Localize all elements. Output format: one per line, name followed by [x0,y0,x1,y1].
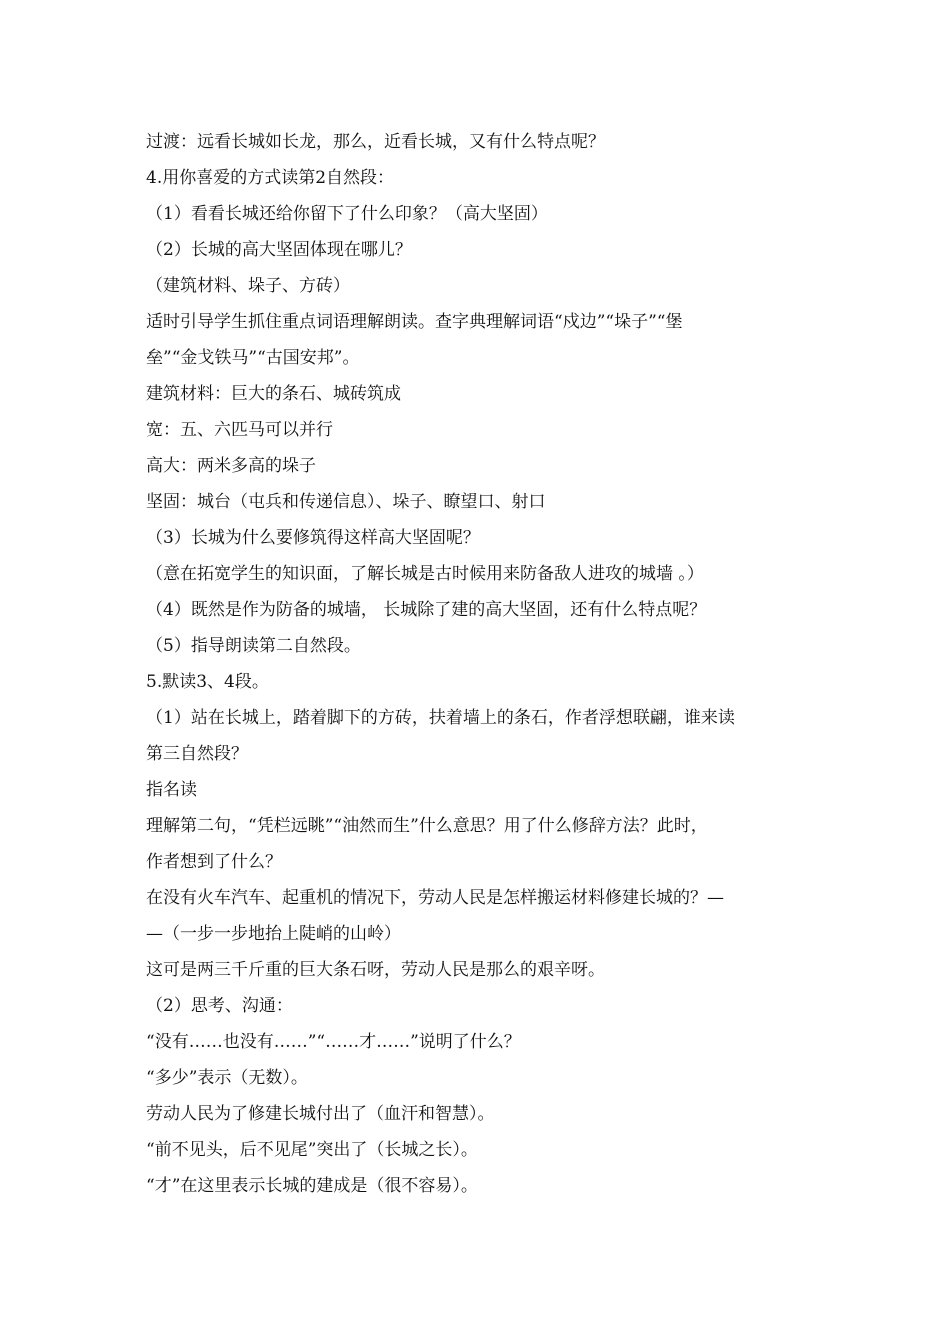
text-line: （5）指导朗读第二自然段。 [146,636,361,656]
text-line: （3）长城为什么要修筑得这样高大坚固呢？ [146,528,480,548]
text-line: “才”在这里表示长城的建成是（很不容易）。 [146,1176,478,1196]
text-line: 第三自然段？ [146,744,248,764]
document-body [146,124,818,1204]
text-line: 过渡：远看长城如长龙，那么，近看长城，又有什么特点呢？ [146,132,605,152]
text-line: 劳动人民为了修建长城付出了（血汗和智慧）。 [146,1104,495,1124]
text-line: 适时引导学生抓住重点词语理解朗读。查字典理解词语“戍边”“垛子”“堡 [146,312,683,332]
text-line: 5.默读3、4段。 [146,672,269,692]
text-line: 这可是两三千斤重的巨大条石呀，劳动人民是那么的艰辛呀。 [146,960,605,980]
text-line: （建筑材料、垛子、方砖） [146,276,350,296]
text-line: 建筑材料：巨大的条石、城砖筑成 [146,384,401,404]
text-line: 理解第二句，“凭栏远眺”“油然而生”什么意思？用了什么修辞方法？此时， [146,816,708,836]
text-line: （4）既然是作为防备的城墙， 长城除了建的高大坚固，还有什么特点呢？ [146,600,707,620]
text-line: “前不见头，后不见尾”突出了（长城之长）。 [146,1140,478,1160]
text-line: （1）看看长城还给你留下了什么印象？（高大坚固） [146,204,548,224]
text-line: “没有……也没有……”“……才……”说明了什么？ [146,1032,521,1052]
text-line: （2）思考、沟通： [146,996,293,1016]
text-line: （2）长城的高大坚固体现在哪儿？ [146,240,412,260]
text-line: —（一步一步地抬上陡峭的山岭） [146,924,401,944]
text-line: （1）站在长城上，踏着脚下的方砖，扶着墙上的条石，作者浮想联翩，谁来读 [146,708,735,728]
text-line: 指名读 [146,780,197,800]
text-line: 高大：两米多高的垛子 [146,456,316,476]
text-line: 在没有火车汽车、起重机的情况下，劳动人民是怎样搬运材料修建长城的？— [146,888,724,908]
text-line: 作者想到了什么？ [146,852,282,872]
text-line: 4.用你喜爱的方式读第2自然段： [146,168,395,188]
text-line: “多少”表示（无数）。 [146,1068,308,1088]
text-line: 垒”“金戈铁马”“古国安邦”。 [146,348,360,368]
text-line: （意在拓宽学生的知识面，了解长城是古时候用来防备敌人进攻的城墙 。） [146,564,704,584]
text-line: 坚固：城台（屯兵和传递信息）、垛子、瞭望口、射口 [146,492,546,512]
text-line: 宽：五、六匹马可以并行 [146,420,333,440]
